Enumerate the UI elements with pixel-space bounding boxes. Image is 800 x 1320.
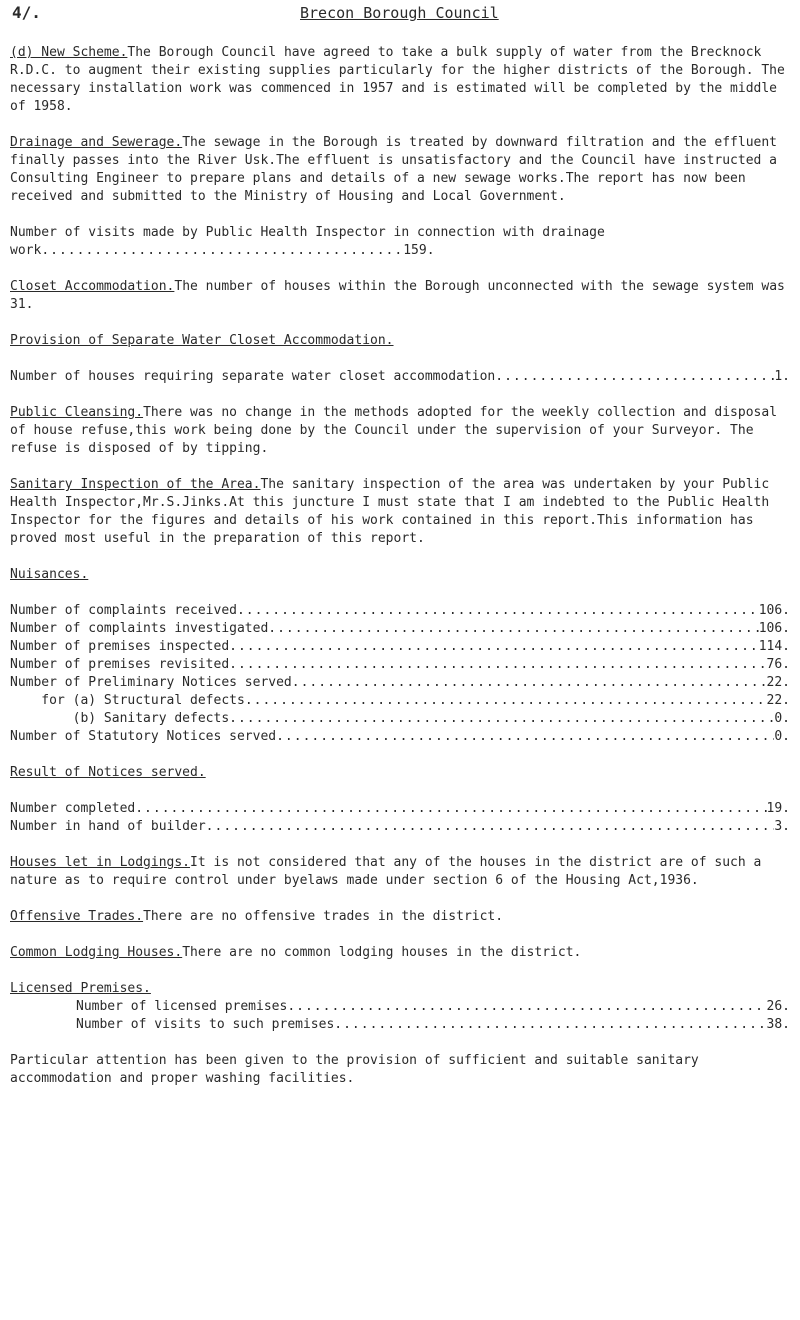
licensed-value: 38.	[766, 1017, 790, 1032]
nuisance-value: 106.	[758, 603, 790, 618]
cleansing-text: There was no change in the methods adopted for the weekly collection and disposal of house refuse,this work being done by the Council under the supervision of your Surveyor. The refuse is disposed of by tipping.	[10, 405, 785, 456]
lodgings-heading: Houses let in Lodgings.	[10, 855, 191, 870]
offensive-paragraph	[10, 908, 790, 926]
cleansing-heading: Public Cleansing.	[10, 405, 144, 420]
document-body	[10, 44, 793, 1106]
separate-wc-section	[10, 332, 790, 386]
sanitary-heading: Sanitary Inspection of the Area.	[10, 477, 261, 492]
nuisances-heading: Nuisances.	[10, 567, 89, 582]
notices-result-section	[10, 764, 790, 836]
leader-dots	[495, 368, 774, 386]
licensed-text: Particular attention has been given to the provision of sufficient and suitable sanitary accommodation and proper washing facilities.	[10, 1053, 707, 1086]
nuisance-label: Number of complaints investigated	[10, 621, 269, 636]
nuisance-value: 22.	[766, 693, 790, 708]
separate-wc-heading: Provision of Separate Water Closet Accommodation.	[10, 333, 394, 348]
nuisance-row	[10, 620, 790, 638]
separate-wc-row	[10, 368, 790, 386]
licensed-section	[10, 980, 790, 1088]
notices-value: 19.	[766, 801, 790, 816]
leader-dots	[229, 638, 759, 656]
nuisance-row	[10, 674, 790, 692]
drainage-visits-row: Number of visits made by Public Health Inspector in connection with drainage work.........................................159.	[10, 225, 605, 258]
licensed-row	[76, 1016, 790, 1034]
nuisance-row	[10, 728, 790, 746]
nuisance-value: 114.	[758, 639, 790, 654]
notices-result-heading: Result of Notices served.	[10, 765, 206, 780]
notices-row	[10, 800, 790, 818]
leader-dots	[245, 692, 767, 710]
drainage-visits-value: 159.	[403, 243, 435, 258]
new-scheme-text: The Borough Council have agreed to take a bulk supply of water from the Brecknock R.D.C. to augment their existing supplies particularly for the higher districts of the Borough. The necessary installation work was commenced in 1957 and is estimated will be completed by the middle of 1958.	[10, 45, 793, 114]
leader-dots	[268, 620, 758, 638]
drainage-section	[10, 134, 790, 260]
leader-dots	[229, 656, 766, 674]
nuisance-value: 76.	[766, 657, 790, 672]
licensed-label: Number of licensed premises	[76, 999, 288, 1014]
offensive-text: There are no offensive trades in the district.	[143, 909, 504, 924]
nuisance-label: Number of complaints received	[10, 603, 237, 618]
cleansing-paragraph	[10, 404, 790, 458]
drainage-text: The sewage in the Borough is treated by downward filtration and the effluent finally passes into the River Usk.The effluent is unsatisfactory and the Council have instructed a Consulting Engineer to prepare plans and details of a new sewage works.The report has now been received and submitted to the Ministry of Housing and Local Government.	[10, 135, 785, 204]
leader-dots	[237, 602, 759, 620]
licensed-heading: Licensed Premises.	[10, 981, 151, 996]
leader-dots	[287, 998, 766, 1016]
leader-dots	[276, 728, 774, 746]
closet-text: The number of houses within the Borough unconnected with the sewage system was 31.	[10, 279, 793, 312]
lodgings-text: It is not considered that any of the houses in the district are of such a nature as to require control under byelaws made under section 6 of the Housing Act,1936.	[10, 855, 770, 888]
licensed-row	[76, 998, 790, 1016]
nuisance-row	[10, 602, 790, 620]
nuisance-label: for (a) Structural defects	[10, 693, 245, 708]
drainage-paragraph	[10, 134, 790, 206]
sanitary-paragraph	[10, 476, 790, 548]
nuisance-value: 0.	[774, 711, 790, 726]
leader-dots	[206, 818, 775, 836]
notices-label: Number in hand of builder	[10, 819, 206, 834]
nuisance-label: (b) Sanitary defects	[10, 711, 230, 726]
separate-wc-value: 1.	[774, 369, 790, 384]
separate-wc-label: Number of houses requiring separate water closet accommodation	[10, 369, 496, 384]
nuisance-label: Number of Statutory Notices served	[10, 729, 277, 744]
page-title: Brecon Borough Council	[300, 4, 499, 22]
nuisances-section	[10, 566, 790, 746]
nuisance-row	[10, 710, 790, 728]
page-header	[12, 4, 788, 26]
new-scheme-paragraph	[10, 44, 793, 116]
notices-value: 3.	[774, 819, 790, 834]
notices-row	[10, 818, 790, 836]
nuisance-row	[10, 638, 790, 656]
nuisance-label: Number of premises inspected	[10, 639, 230, 654]
nuisance-value: 0.	[774, 729, 790, 744]
drainage-heading: Drainage and Sewerage.	[10, 135, 183, 150]
common-lodging-paragraph	[10, 944, 790, 962]
sanitary-text: The sanitary inspection of the area was undertaken by your Public Health Inspector,Mr.S.Jinks.At this juncture I must state that I am indebted to the Public Health Inspector for the figures and details of his work contained in this report.This information has proved most useful in the preparation of this report.	[10, 477, 778, 546]
nuisance-value: 22.	[766, 675, 790, 690]
new-scheme-heading: (d) New Scheme.	[10, 45, 128, 60]
nuisance-label: Number of Preliminary Notices served	[10, 675, 292, 690]
nuisance-row	[10, 656, 790, 674]
nuisance-row	[10, 692, 790, 710]
leader-dots	[334, 1016, 766, 1034]
licensed-label: Number of visits to such premises	[76, 1017, 335, 1032]
page-number: 4/.	[12, 3, 41, 22]
closet-paragraph	[10, 278, 793, 314]
offensive-heading: Offensive Trades.	[10, 909, 144, 924]
closet-heading: Closet Accommodation.	[10, 279, 175, 294]
drainage-visits-label: Number of visits made by Public Health Inspector in connection with drainage work	[10, 225, 605, 258]
leader-dots	[135, 800, 766, 818]
leader-dots	[292, 674, 767, 692]
common-lodging-heading: Common Lodging Houses.	[10, 945, 183, 960]
nuisance-label: Number of premises revisited	[10, 657, 230, 672]
nuisance-value: 106.	[758, 621, 790, 636]
notices-label: Number completed	[10, 801, 136, 816]
common-lodging-text: There are no common lodging houses in the district.	[182, 945, 582, 960]
licensed-value: 26.	[766, 999, 790, 1014]
leader-dots	[229, 710, 774, 728]
lodgings-paragraph	[10, 854, 790, 890]
